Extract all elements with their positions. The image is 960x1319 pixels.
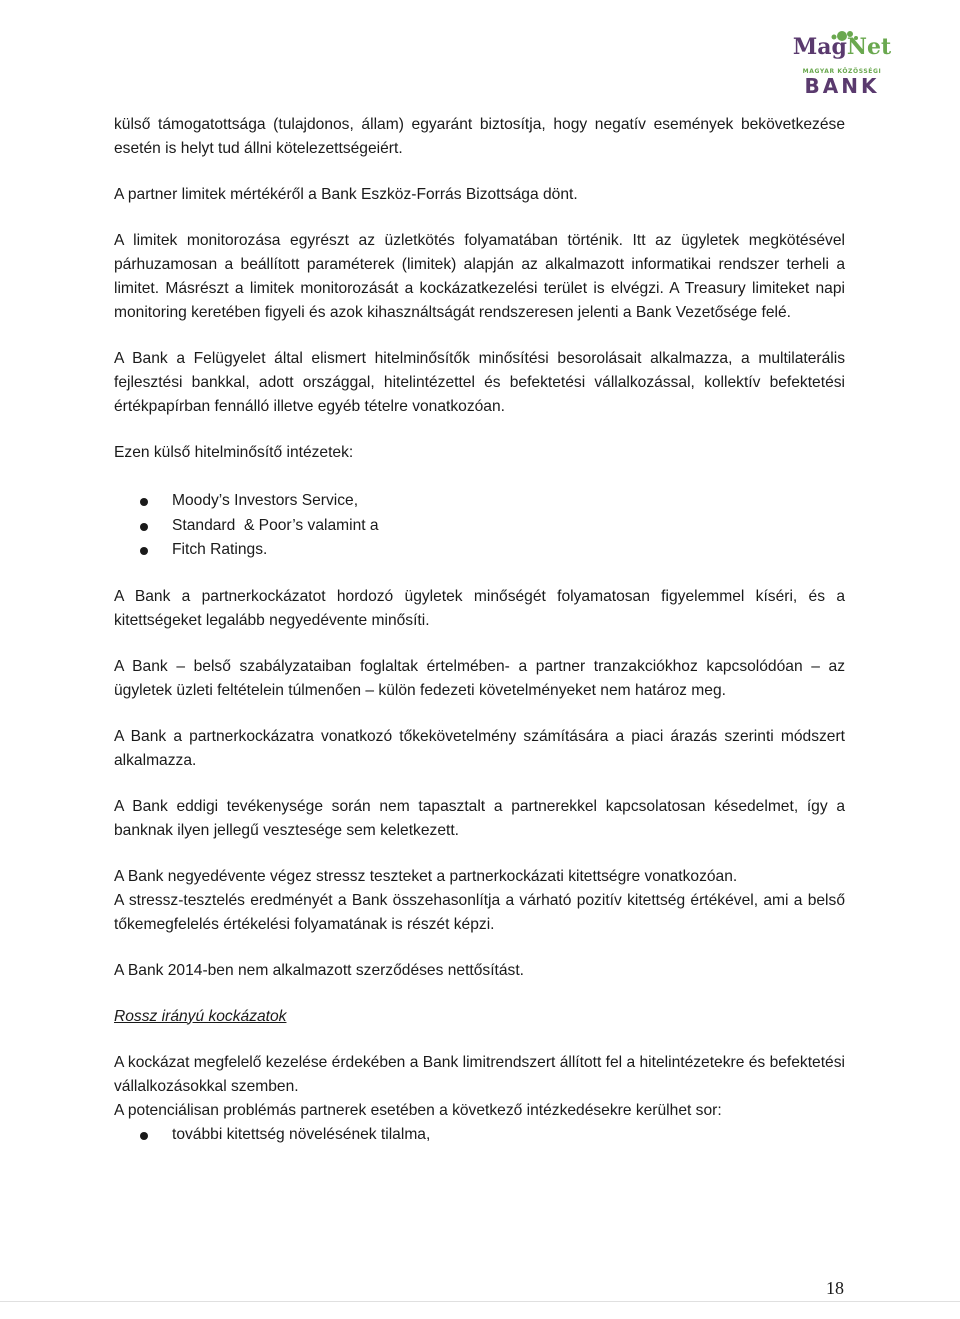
list-item: további kitettség növelésének tilalma,: [114, 1123, 845, 1148]
paragraph: A Bank a partnerkockázatot hordozó ügyletek minőségét folyamatosan figyelemmel kíséri, és a kitettségeket legalább negyedévente minősíti.: [114, 587, 845, 629]
list-item: Fitch Ratings.: [114, 538, 845, 563]
footer-divider: [0, 1301, 960, 1302]
paragraph: A partner limitek mértékéről a Bank Eszköz-Forrás Bizottsága dönt.: [114, 186, 578, 203]
list-item: Moody’s Investors Service,: [114, 489, 845, 514]
paragraph: Ezen külső hitelminősítő intézetek:: [114, 444, 354, 461]
agency-list: [114, 489, 845, 563]
logo-tagline: MAGYAR KÖZÖSSÉGI: [802, 68, 882, 75]
measure-list: [114, 1123, 845, 1148]
bullet-icon: [140, 498, 148, 506]
paragraph: A Bank 2014-ben nem alkalmazott szerződéses nettősítást.: [114, 961, 524, 979]
page-number: 18: [826, 1278, 844, 1298]
bullet-icon: [140, 1132, 148, 1140]
section-heading: Rossz irányú kockázatok: [114, 1007, 287, 1025]
paragraph: A kockázat megfelelő kezelése érdekében a Bank limitrendszert állított fel a hitelintézetekre és befektetési vállalkozásokkal szemben.: [114, 1053, 845, 1095]
logo-bank: BANK: [804, 74, 880, 98]
paragraph: A Bank eddigi tevékenysége során nem tapasztalt a partnerekkel kapcsolatosan késedelmet, így a banknak ilyen jellegű vesztesége sem keletkezett.: [114, 797, 845, 839]
paragraph: A Bank negyedévente végez stressz teszteket a partnerkockázati kitettségre vonatkozóan.: [114, 867, 738, 885]
paragraph: A Bank a partnerkockázatra vonatkozó tőkekövetelmény számítására a piaci árazás szerinti módszert alkalmazza.: [114, 727, 845, 769]
document-body: [114, 113, 845, 1147]
logo-brand: MagNet: [792, 34, 892, 60]
paragraph: A potenciálisan problémás partnerek esetében a következő intézkedésekre kerülhet sor:: [114, 1101, 722, 1119]
bullet-icon: [140, 523, 148, 531]
magnet-bank-logo: [784, 28, 900, 96]
paragraph: A limitek monitorozása egyrészt az üzletkötés folyamatában történik. Itt az ügyletek megkötésével párhuzamosan a beállított paraméterek (limitek) alapján az alkalmazott informatikai rendszer terheli a limitet. Másrészt a limitek monitorozását a kockázatkezelési terület is elvégzi. A Treasury limiteket napi monitoring keretében figyeli és azok kihasználtságát rendszeresen jelenti a Bank Vezetősége felé.: [114, 232, 845, 321]
list-item: Standard & Poor’s valamint a: [114, 514, 845, 539]
paragraph: A Bank – belső szabályzataiban foglaltak értelmében- a partner tranzakciókhoz kapcsolódóan – az ügyletek üzleti feltételein túlmenően – külön fedezeti követelményeket nem határoz meg.: [114, 657, 845, 699]
bullet-icon: [140, 547, 148, 555]
paragraph: külső támogatottsága (tulajdonos, állam) egyaránt biztosítja, hogy negatív események bekövetkezése esetén is helyt tud állni kötelezettségeiért.: [114, 116, 845, 157]
paragraph: A Bank a Felügyelet által elismert hitelminősítők minősítési besorolásait alkalmazza, a multilaterális fejlesztési bankkal, adott országgal, hitelintézettel és befektetési vállalkozással, kollektív befektetési értékpapírban fennálló illetve egyéb tételre vonatkozóan.: [114, 350, 845, 415]
paragraph: A stressz-tesztelés eredményét a Bank összehasonlítja a várható pozitív kitettség értékével, ami a belső tőkemegfelelés értékelési folyamatának is részét képzi.: [114, 891, 845, 933]
